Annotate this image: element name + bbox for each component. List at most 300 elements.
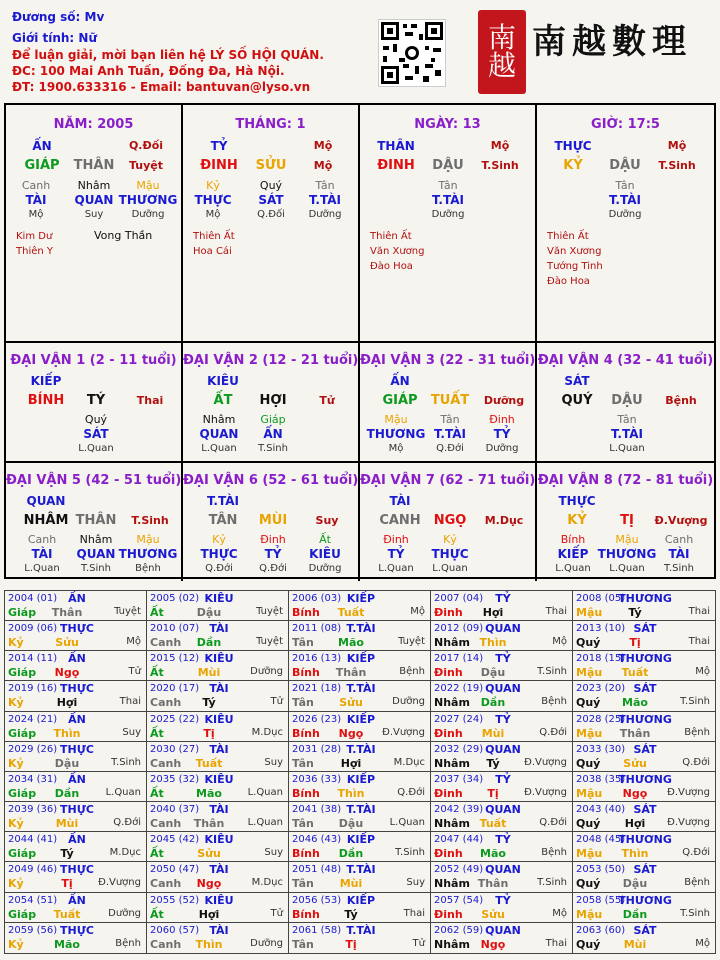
year-phase: Mộ [552,907,567,919]
year-cell[interactable] [573,923,715,953]
year-cell[interactable] [289,923,431,953]
year-cell[interactable] [289,742,431,772]
year-branch: Mão [338,636,364,650]
pillar-branch: DẬU [432,158,464,173]
year-label: 2055 (52) [150,894,200,906]
year-god: TỶ [495,652,511,666]
year-cell[interactable] [573,802,715,832]
year-cell[interactable] [289,621,431,651]
year-branch: Thìn [195,937,223,951]
year-label: 2050 (47) [150,864,200,876]
year-cell[interactable] [431,681,573,711]
year-branch: Thân [477,877,509,891]
year-god: SÁT [633,923,657,937]
year-stem: Mậu [576,786,603,800]
year-cell[interactable] [573,893,715,923]
hidden-god: THƯƠNG [118,547,178,561]
year-god: T.TÀI [346,923,376,937]
year-cell[interactable] [5,832,147,862]
year-cell[interactable] [5,862,147,892]
star-item: Đào Hoa [547,276,590,287]
hidden-phase: L.Quan [609,443,645,454]
year-label: 2020 (17) [150,683,200,695]
year-cell[interactable] [431,621,573,651]
star-item: Thiên Y [16,246,54,257]
year-cell[interactable] [5,591,147,621]
year-phase: Bệnh [115,937,141,949]
hidden-stem: Đinh [260,533,286,546]
hidden-god: TÀI [25,193,47,207]
year-label: 2013 (10) [576,623,626,635]
year-cell[interactable] [289,591,431,621]
hidden-stem: Tân [315,179,335,192]
hidden-god: KIÊU [309,547,341,561]
year-branch: Hợi [56,696,78,710]
year-stem: Quý [576,696,601,710]
dai-van-branch: TUẤT [430,393,470,408]
hidden-stem: Đinh [489,413,515,426]
hidden-phase: Q.Đới [205,563,233,574]
year-label: 2029 (26) [8,743,58,755]
year-god: KIẾP [346,772,376,786]
year-cell[interactable] [5,651,147,681]
year-phase: L.Quan [389,817,425,829]
year-cell[interactable] [431,832,573,862]
hidden-stem: Mậu [136,179,160,192]
hidden-phase: Q.Đối [257,209,285,220]
year-branch: Ngọ [338,726,364,740]
year-phase: Suy [406,877,425,889]
year-cell[interactable] [147,742,289,772]
year-cell[interactable] [5,681,147,711]
year-god: THƯƠNG [618,772,672,786]
year-label: 2035 (32) [150,773,200,785]
pillar-phase: Mộ [313,159,333,172]
year-god: KIẾP [346,652,376,666]
pillar-branch: SỬU [255,158,287,173]
dai-van-god: ẤN [390,374,410,388]
year-label: 2031 (28) [292,743,342,755]
year-cell[interactable] [147,923,289,953]
hidden-god: QUAN [74,193,114,207]
hidden-god: KIẾP [557,547,589,561]
hidden-phase: L.Quan [78,443,114,454]
year-phase: Đ.Vượng [667,817,710,829]
year-phase: Dưỡng [392,696,425,708]
year-branch: Hợi [198,907,220,921]
year-stem: Canh [150,877,182,891]
star-item: Văn Xương [547,246,602,257]
hidden-phase: T.Sinh [258,443,288,454]
year-phase: Tuyệt [256,636,283,648]
year-cell[interactable] [431,923,573,953]
year-cell[interactable] [289,681,431,711]
year-stem: Kỷ [8,937,24,951]
year-phase: L.Quan [247,817,283,829]
year-god: KIẾP [346,592,376,605]
year-stem: Giáp [8,666,37,680]
year-cell[interactable] [5,621,147,651]
pillar-title: THÁNG: 1 [235,117,306,132]
year-branch: Mùi [623,937,647,951]
hidden-phase: Mộ [28,209,44,220]
year-label: 2045 (42) [150,834,200,846]
hidden-phase: Dưỡng [608,209,642,220]
dai-van-stem: BÍNH [27,393,65,408]
year-cell[interactable] [147,893,289,923]
dai-van-branch: DẬU [611,393,643,408]
hidden-stem: Canh [21,179,51,192]
year-cell[interactable] [573,651,715,681]
year-stem: Giáp [8,847,37,861]
year-branch: Thân [193,817,225,831]
year-label: 2054 (51) [8,894,58,906]
year-cell[interactable] [5,893,147,923]
year-god: ẤN [68,652,86,666]
hidden-phase: Mộ [205,209,221,220]
year-branch: Dần [622,907,648,921]
year-phase: Thai [688,606,710,617]
year-branch: Dần [196,636,222,650]
dai-van-god: SÁT [564,374,590,388]
hidden-god: T.TÀI [309,193,341,207]
year-phase: Đ.Vượng [667,786,710,798]
year-label: 2046 (43) [292,834,342,846]
pillar-stem: ĐINH [377,158,415,173]
hidden-stem: Mậu [136,533,160,546]
year-branch: Tuất [479,817,507,831]
year-god: ẤN [68,893,86,907]
year-cell[interactable] [431,802,573,832]
year-god: KIẾP [346,833,376,847]
hidden-phase: Dưỡng [131,209,165,220]
year-cell[interactable] [147,621,289,651]
year-cell[interactable] [147,591,289,621]
year-god: TỶ [495,893,511,907]
year-cell[interactable] [289,772,431,802]
year-cell[interactable] [5,772,147,802]
year-label: 2024 (21) [8,713,58,725]
year-branch: Tị [345,937,357,951]
year-god: QUAN [485,923,521,937]
year-label: 2016 (13) [292,653,342,665]
year-phase: Thai [545,937,567,949]
hidden-phase: Dưỡng [308,209,342,220]
year-phase: Tuyệt [114,606,141,617]
dai-van-branch: THÂN [75,513,117,528]
year-label: 2038 (35) [576,773,626,785]
year-label: 2032 (29) [434,743,484,755]
dai-van-title: ĐẠI VẬN 4 (32 - 41 tuổi) [537,353,714,368]
star-item: Đào Hoa [370,261,413,272]
year-god: TÀI [209,742,229,756]
year-cell[interactable] [147,802,289,832]
hidden-god: THƯƠNG [118,193,178,207]
year-branch: Mão [480,847,506,861]
year-cell[interactable] [573,621,715,651]
year-label: 2052 (49) [434,864,484,876]
dai-van-phase: Thai [136,394,164,407]
year-god: KIÊU [204,893,234,907]
year-branch: Mùi [55,817,79,831]
year-cell[interactable] [5,923,147,953]
year-branch: Hợi [482,606,504,619]
pillar-cell [537,105,714,343]
year-stem: Tân [292,756,314,770]
qr-code-icon[interactable] [378,19,446,87]
pillar-cell [360,105,537,343]
year-cell[interactable] [573,772,715,802]
year-label: 2036 (33) [292,773,342,785]
year-god: KIÊU [204,712,234,726]
year-phase: L.Quan [105,786,141,798]
year-branch: Tị [61,877,73,891]
year-cell[interactable] [5,712,147,742]
year-cell[interactable] [431,742,573,772]
pillar-god-right: Mộ [313,139,333,152]
year-branch: Tị [203,726,215,740]
dai-van-cell [183,463,360,581]
year-stem: Bính [292,907,320,921]
year-cell[interactable] [289,862,431,892]
year-branch: Tuất [195,756,223,770]
year-label: 2030 (27) [150,743,200,755]
year-branch: Mão [54,937,80,951]
year-phase: M.Dục [109,847,141,859]
year-cell[interactable] [147,681,289,711]
pillar-stem: ĐINH [200,158,238,173]
year-cell[interactable] [289,802,431,832]
year-cell[interactable] [289,651,431,681]
hidden-phase: L.Quan [201,443,237,454]
dai-van-phase: Suy [315,514,339,527]
year-cell[interactable] [573,712,715,742]
year-label: 2041 (38) [292,804,342,816]
year-cell[interactable] [573,862,715,892]
header [0,0,720,100]
year-cell[interactable] [147,712,289,742]
year-cell[interactable] [431,893,573,923]
year-cell[interactable] [289,712,431,742]
year-branch: Tị [487,786,499,800]
dai-van-cell [360,463,537,581]
year-phase: Thai [545,606,567,617]
year-branch: Ngọ [480,937,506,951]
year-cell[interactable] [5,802,147,832]
year-god: QUAN [485,682,521,696]
year-stem: Mậu [576,666,603,680]
year-label: 2051 (48) [292,864,342,876]
hidden-god: TỶ [264,547,282,561]
year-stem: Tân [292,636,314,650]
dai-van-stem: TÂN [208,513,238,528]
year-phase: Bệnh [684,726,710,738]
dai-van-stem: GIÁP [382,393,418,408]
pillar-god-right: Mộ [667,139,687,152]
year-label: 2023 (20) [576,683,626,695]
dai-van-title: ĐẠI VẬN 5 (42 - 51 tuổi) [6,473,182,488]
year-god: QUAN [485,803,521,817]
year-cell[interactable] [431,772,573,802]
year-stem: Bính [292,666,320,680]
year-label: 2061 (58) [292,924,342,936]
year-cell[interactable] [5,742,147,772]
year-branch: Mùi [339,877,363,891]
year-god: THỰC [60,682,94,696]
year-god: TÀI [209,803,229,817]
pillar-cell [6,105,183,343]
year-phase: Q.Đới [113,817,141,829]
year-god: TÀI [209,622,229,636]
hidden-god: TÀI [668,547,690,561]
hidden-phase: Bệnh [135,563,161,574]
year-stem: Đinh [434,606,463,619]
year-cell[interactable] [147,862,289,892]
hidden-god: QUAN [76,547,116,561]
hidden-stem: Tân [617,413,637,426]
dai-van-phase: Bệnh [665,394,697,407]
year-phase: M.Dục [251,726,283,738]
year-god: TỶ [495,772,511,786]
year-phase: Q.Đới [539,726,567,738]
hidden-god: ẤN [263,427,283,441]
year-stem: Nhâm [434,756,470,770]
year-stem: Ất [150,907,164,921]
year-branch: Dậu [622,877,648,891]
year-branch: Thìn [621,847,649,861]
pillar-god: THỰC [554,139,592,153]
pillar-stem: KỶ [563,158,583,173]
dai-van-stem: ẤT [213,393,233,408]
year-cell[interactable] [573,742,715,772]
year-cell[interactable] [289,893,431,923]
year-cell[interactable] [431,862,573,892]
year-phase: Mộ [695,937,710,949]
year-cell[interactable] [431,712,573,742]
dai-van-cell [183,343,360,463]
year-god: THỰC [60,803,94,817]
year-phase: Thai [688,636,710,648]
year-branch: Thân [51,606,83,619]
year-label: 2005 (02) [150,593,200,604]
year-label: 2015 (12) [150,653,200,665]
year-cell[interactable] [147,651,289,681]
year-god: QUAN [485,863,521,877]
year-branch: Hợi [624,817,646,831]
hidden-god: THỰC [431,547,469,561]
hidden-phase: Suy [84,209,104,220]
hidden-stem: Tân [615,179,635,192]
year-branch: Dậu [338,817,364,831]
year-label: 2043 (40) [576,804,626,816]
year-label: 2022 (19) [434,683,484,695]
star-item: Thiên Ất [193,231,235,242]
year-stem: Quý [576,877,601,891]
year-label: 2042 (39) [434,804,484,816]
year-stem: Nhâm [434,937,470,951]
hidden-god: TỶ [387,547,405,561]
year-cell[interactable] [289,832,431,862]
star-item: Tướng Tinh [547,261,603,272]
dai-van-god: T.TÀI [207,494,239,508]
year-god: TÀI [209,682,229,696]
year-branch: Thân [335,666,367,680]
dai-van-cell [537,463,714,581]
year-phase: Mộ [695,666,710,678]
year-phase: Đ.Vượng [382,726,425,738]
pillar-branch: DẬU [609,158,641,173]
star-item: Vong Thần [94,229,153,242]
year-stem: Mậu [576,847,603,861]
dai-van-branch: NGỌ [433,513,467,528]
year-cell[interactable] [147,832,289,862]
year-label: 2044 (41) [8,834,58,846]
hidden-stem: Nhâm [77,179,111,192]
dai-van-title: ĐẠI VẬN 2 (12 - 21 tuổi) [183,353,359,368]
year-branch: Mùi [197,666,221,680]
year-phase: Thai [119,696,141,708]
year-cell[interactable] [573,681,715,711]
hidden-god: TỶ [493,427,511,441]
gender: Giới tính: Nữ [12,31,97,45]
year-cell[interactable] [573,591,715,621]
year-stem: Nhâm [434,877,470,891]
hidden-phase: T.Sinh [664,563,694,574]
dai-van-god: TÀI [389,494,411,508]
year-phase: T.Sinh [395,847,425,859]
hidden-god: SÁT [258,193,284,207]
year-cell[interactable] [147,772,289,802]
year-god: THƯƠNG [618,893,672,907]
year-label: 2040 (37) [150,804,200,816]
year-god: THƯƠNG [618,833,672,847]
year-god: SÁT [633,622,657,636]
year-phase: M.Dục [251,877,283,889]
year-stem: Giáp [8,606,37,619]
dai-van-cell [537,343,714,463]
year-branch: Sửu [623,756,647,770]
year-god: ẤN [68,592,86,605]
year-branch: Tý [486,756,500,770]
hidden-god: THỰC [194,193,232,207]
year-phase: Tuyệt [256,606,283,617]
pillar-title: NGÀY: 13 [414,117,481,132]
hidden-stem: Giáp [260,413,286,426]
year-label: 2009 (06) [8,623,58,635]
year-cell[interactable] [431,591,573,621]
hidden-stem: Mậu [615,533,639,546]
year-label: 2014 (11) [8,653,58,665]
year-stem: Mậu [576,726,603,740]
year-branch: Dậu [196,606,222,619]
year-label: 2058 (55) [576,894,626,906]
hidden-phase: L.Quan [378,563,414,574]
year-stem: Canh [150,937,182,951]
year-stem: Bính [292,606,320,619]
year-branch: Dần [54,786,80,800]
hidden-stem: Canh [664,533,694,546]
hidden-phase: Mộ [388,443,404,454]
hidden-phase: L.Quan [555,563,591,574]
year-cell[interactable] [573,832,715,862]
year-god: KIÊU [204,592,234,605]
dai-van-phase: Đ.Vượng [654,514,708,527]
pillar-cell [183,105,360,343]
year-stem: Đinh [434,666,463,680]
year-stem: Tân [292,817,314,831]
year-cell[interactable] [431,651,573,681]
year-phase: Suy [264,756,283,768]
